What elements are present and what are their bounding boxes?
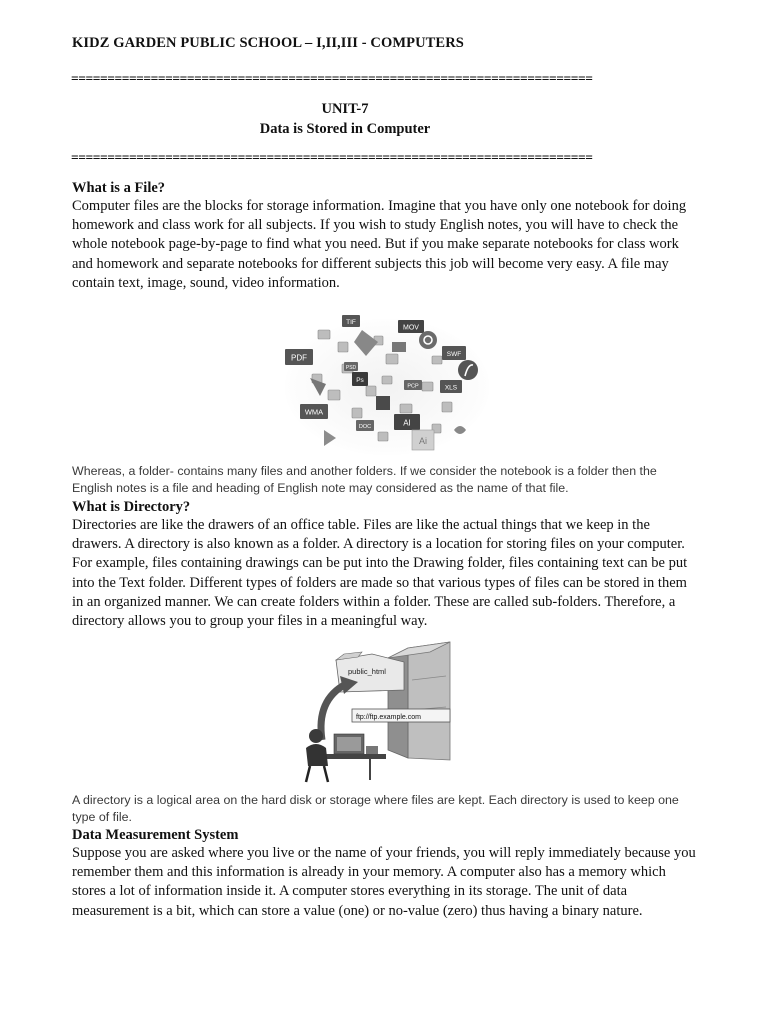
file-types-image [282, 312, 492, 457]
file-label-doc: DOC [358, 424, 372, 430]
paragraph-line: whole notebook page-by-page to find what you need. But if you make separate notebooks for class work [72, 236, 679, 253]
folder-caption [72, 463, 722, 497]
paragraph-line: homework and class work for all subjects. If you wish to study English notes, you will have to check the [72, 217, 679, 234]
file-label-mov: MOV [403, 324, 419, 332]
divider-rule-bottom: ======================================================================== [71, 150, 593, 165]
user-at-computer-icon [306, 729, 386, 782]
paragraph-line: in an organized manner. We can create folders within a folder. These are called sub-folders. Therefore, a [72, 593, 676, 610]
divider-rule-top: ======================================================================== [71, 71, 593, 86]
directory-paragraph [72, 516, 712, 631]
quicktime-icon [419, 331, 437, 349]
section-heading-file: What is a File? [72, 180, 166, 196]
caption-line: English notes is a file and heading of English note may considered as the name of that file. [72, 481, 569, 495]
paragraph-line: Computer files are the blocks for storage information. Imagine that you have only one notebook for doing [72, 198, 687, 214]
file-label-wma: WMA [304, 407, 324, 417]
caption-line: type of file. [72, 810, 132, 824]
folder-label: public_html [348, 667, 386, 676]
directory-caption [72, 792, 722, 826]
paragraph-line: remember them and this information is already in your memory. A computer also has a memory which [72, 864, 666, 881]
school-header: KIDZ GARDEN PUBLIC SCHOOL – I,II,III - COMPUTERS [72, 35, 464, 51]
server-cabinet-icon [388, 642, 450, 760]
section-heading-directory: What is Directory? [72, 499, 191, 515]
file-label-psd: PSD [345, 365, 357, 371]
section-heading-measurement: Data Measurement System [72, 827, 239, 843]
paragraph-line: Directories are like the drawers of an office table. Files are like the actual things that we keep in the [72, 517, 650, 533]
paragraph-line: into the Text folder. Different types of folders are made so that various types of files can be stored in them [72, 574, 687, 591]
file-label-ps: Ps [356, 377, 364, 384]
file-label-swf: SWF [446, 351, 462, 358]
transfer-arrow-icon [321, 684, 346, 740]
paragraph-line: directory allows you to group your files in a meaningful way. [72, 613, 428, 630]
caption-line: A directory is a logical area on the hard disk or storage where files are kept. Each directory is used to keep one [72, 793, 679, 807]
paragraph-line: and homework and separate notebooks for different subjects this job will become very easy. A file may [72, 255, 669, 272]
measurement-paragraph [72, 844, 712, 921]
file-label-pcp: PCP [407, 383, 419, 390]
caption-line: Whereas, a folder- contains many files and another folders. If we consider the notebook is a folder then the [72, 464, 657, 478]
unit-number: UNIT-7 [321, 101, 369, 117]
file-label-ai: AI [403, 418, 411, 428]
file-label-tif: TIF [346, 319, 356, 326]
directory-illustration [300, 640, 460, 785]
image-file-icon [376, 396, 390, 410]
paragraph-line: drawers. A directory is also known as a folder. A directory is a location for storing files on your computer. [72, 536, 685, 553]
url-label: ftp://ftp.example.com [356, 714, 421, 721]
paragraph-line: For example, files containing drawings can be put into the Drawing folder, files containing text can be put [72, 555, 688, 572]
file-label-xls: XLS [444, 384, 458, 392]
file-paragraph [72, 197, 712, 293]
paragraph-line: contain text, image, sound, video information. [72, 274, 340, 291]
flash-icon [458, 360, 478, 380]
file-label-pdf: PDF [291, 353, 307, 363]
paragraph-line: stores a lot of information inside it. A computer stores everything in its storage. The unit of data [72, 883, 628, 900]
chapter-title: Data is Stored in Computer [259, 121, 431, 137]
paragraph-line: Suppose you are asked where you live or the name of your friends, you will reply immediately because you [72, 845, 696, 861]
paragraph-line: measurement is a bit, which can store a value (one) or no-value (zero) thus having a binary nature. [72, 902, 643, 919]
file-label-ai-large: Ai [418, 436, 428, 446]
